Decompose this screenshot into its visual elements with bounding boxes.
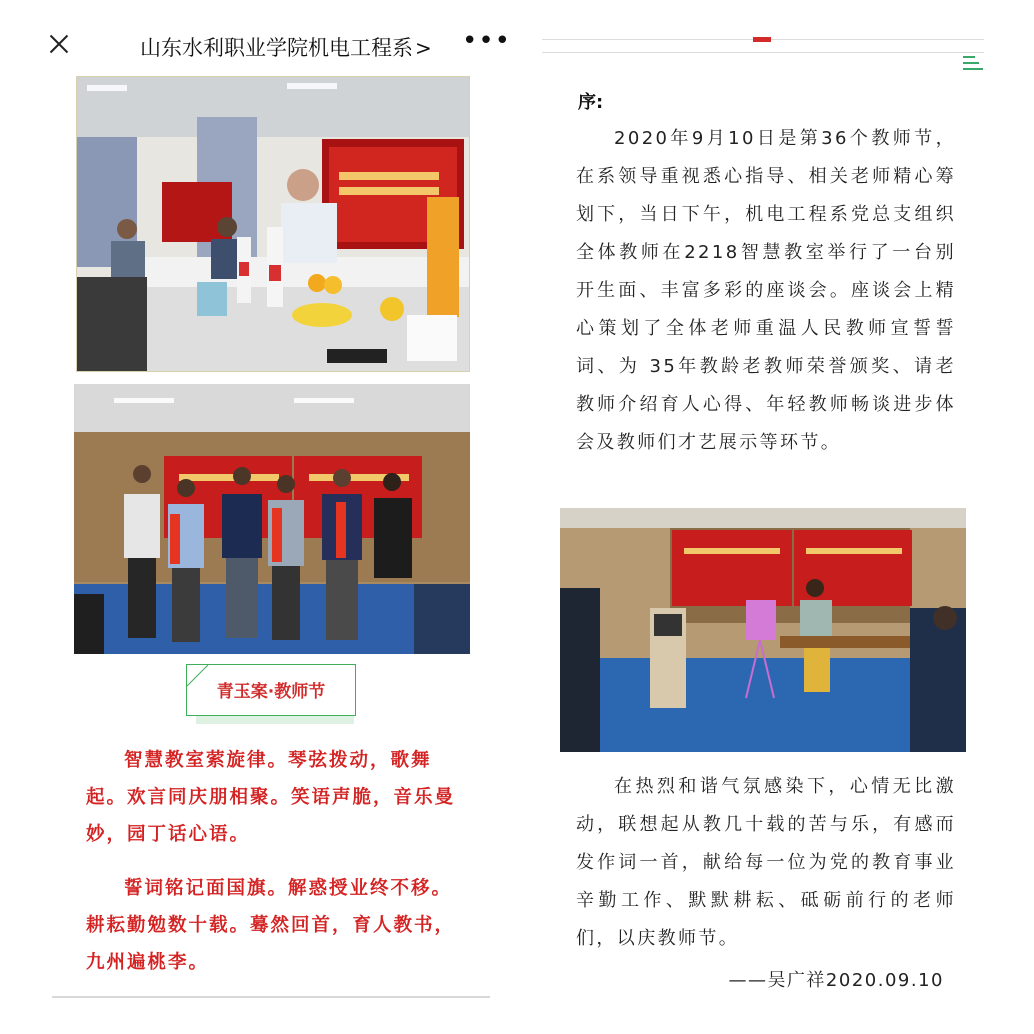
photo-award-group[interactable] <box>74 384 470 654</box>
author-signature: ——吴广祥2020.09.10 <box>728 970 944 991</box>
article-paragraph-2: 在热烈和谐气氛感染下，心情无比激动，联想起从教几十载的苦与乐，有感而发作词一首，献给每一位为党的教育事业辛勤工作、默默耕耘、砥砺前行的老师们，以庆教师节。 <box>576 776 956 949</box>
top-navigation-bar <box>30 20 512 70</box>
more-icon[interactable]: ••• <box>462 26 512 56</box>
poem-stanza-1: 智慧教室萦旋律。琴弦拨动，歌舞起。欢言同庆朋相聚。笑语声脆，音乐曼妙，园丁话心语。 <box>86 750 456 845</box>
poem-title-badge <box>186 664 356 726</box>
account-title-text: 山东水利职业学院机电工程系 <box>140 36 413 60</box>
article-paragraph-1: 2020年9月10日是第36个教师节，在系领导重视悉心指导、相关老师精心筹划下，当日下午，机电工程系党总支组织全体教师在2218智慧教室举行了一台别开生面、丰富多彩的座谈会。座谈会上精心策划了全体老师重温人民教师宣誓誓词、为 35年教龄老教师荣誉颁奖、请老教师介绍育人心得、年轻教师畅谈进步体会及教师们才艺展示等环节。 <box>576 128 956 453</box>
menu-icon[interactable] <box>963 56 983 70</box>
account-title[interactable] <box>140 32 432 62</box>
bottom-divider <box>52 996 490 998</box>
close-icon[interactable] <box>44 30 74 60</box>
preface-label: 序: <box>578 92 604 113</box>
top-ornament-red-mark <box>753 37 771 42</box>
badge-text: 青玉案·教师节 <box>216 682 326 702</box>
chevron-right-icon: > <box>415 36 432 60</box>
poem-stanza-2: 誓词铭记面国旗。解惑授业终不移。耕耘勤勉数十载。蓦然回首，育人教书，九州遍桃李。 <box>86 878 456 973</box>
top-ornament-line-2 <box>542 52 984 53</box>
badge-frame <box>186 664 356 716</box>
photo-seminar[interactable] <box>76 76 470 372</box>
right-article-panel[interactable] <box>518 0 1034 1034</box>
photo-guzheng-performance[interactable] <box>560 508 966 752</box>
